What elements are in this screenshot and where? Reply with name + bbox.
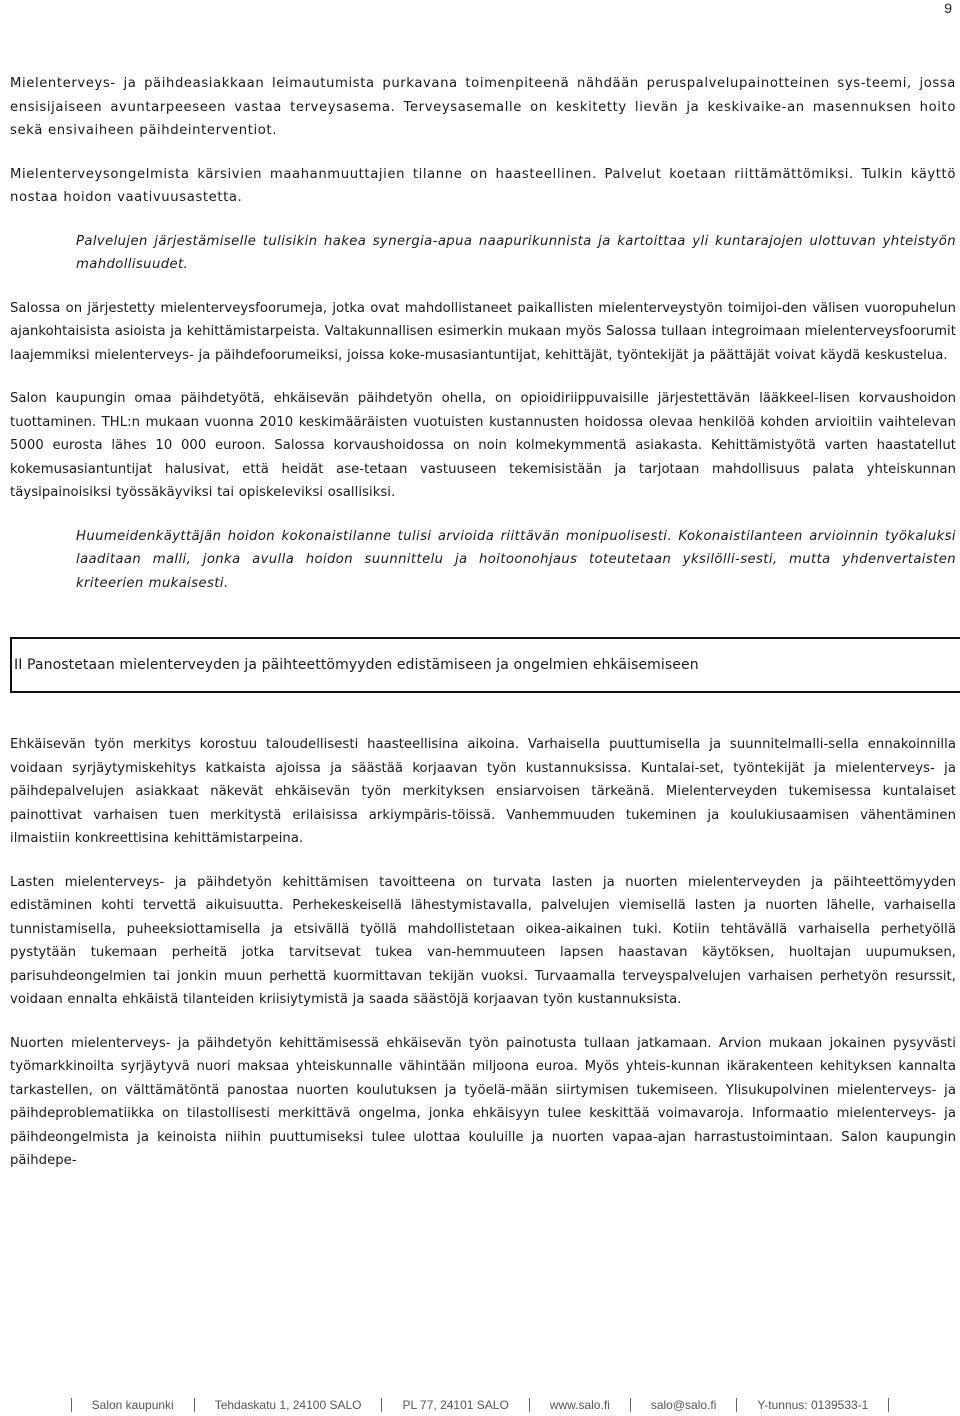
page-footer: [0, 1398, 960, 1412]
footer-org: Salon kaupunki: [91, 1398, 174, 1412]
section-title: II Panostetaan mielenterveyden ja päihteettömyyden edistämiseen ja ongelmien ehkäisemiseen: [14, 657, 699, 673]
footer-divider: [630, 1398, 631, 1412]
footer-divider: [529, 1398, 530, 1412]
footer-pobox: PL 77, 24101 SALO: [402, 1398, 509, 1412]
paragraph-korvaushoito: Salon kaupungin omaa päihdetyötä, ehkäisevän päihdetyön ohella, on opioidiriippuvaisille järjestettävän lääkkeel-lisen korvaushoidon tuottaminen. THL:n mukaan vuonna 2010 keskimääräisten vuotuisten kustannusten hoidossa olevaa henkilöä kohden arvioitiin vaihtelevan 5000 eurosta lähes 10 000 euroon. Salossa korvaushoidossa on noin kolmekymmentä asiakasta. Kehittämistyötä varten haastatellut kokemusasiantuntijat halusivat, että heidät ase-tetaan vastuuseen tekemisistään ja tarjotaan mahdollisuus palata yhteiskunnan täysipainoisiksi työssäkäyviksi tai opiskeleviksi osallisiksi.: [10, 391, 956, 500]
footer-divider: [71, 1398, 72, 1412]
emphasis-arviointimalli: Huumeidenkäyttäjän hoidon kokonaistilanne tulisi arvioida riittävän monipuolisesti. Kokonaistilanteen arvioinnin työkaluksi laaditaan malli, jonka avulla hoidon suunnittelu ja hoitoonohjaus toteutetaan yksilölli-sesti, mutta yhdenvertaisten kriteerien mukaisesti.: [76, 528, 956, 591]
paragraph-maahanmuuttajat: Mielenterveysongelmista kärsivien maahanmuuttajien tilanne on haasteellinen. Palvelut koetaan riittämättömiksi. Tulkin käyttö nostaa hoidon vaativuusastetta.: [10, 166, 956, 205]
paragraph-lasten-tyo: Lasten mielenterveys- ja päihdetyön kehittämisen tavoitteena on turvata lasten ja nuorten mielenterveyden ja päihteettömyyden edistäminen kohti tervettä aikuisuutta. Perhekeskeisellä lähestymistavalla, palvelujen viemisellä lasten ja nuorten lähelle, varhaisella tunnistamisella, puheeksiottamisella ja etsivällä työllä mahdollistetaan oikea-aikainen tuki. Kotiin tehtävällä varhaisella perhetyöllä pystytään tukemaan perheitä jotka tarvitsevat tukea van-hemmuuteen lapsen haastavan käytöksen, huoltajan uupumuksen, parisuhdeongelmien tai jonkin muun perhettä kuormittavan tekijän vuoksi. Turvaamalla terveyspalvelujen varhaisen perhetyön resurssit, voidaan ennalta ehkäistä tilanteiden kriisiytymistä ja saada säästöjä korjaavan työn kustannuksista.: [10, 874, 956, 1007]
footer-address: Tehdaskatu 1, 24100 SALO: [214, 1398, 362, 1412]
paragraph-foorumit: Salossa on järjestetty mielenterveysfoorumeja, jotka ovat mahdollistaneet paikallisten mielenterveystyön toimijoi-den välisen vuoropuhelun ajankohtaisista asioista ja kehittämistarpeista. Valtakunnallisen esimerkin mukaan myös Salossa tullaan integroimaan mielenterveysfoorumit laajemmiksi mielenterveys- ja päihdefoorumeiksi, joissa koke-musasiantuntijat, kehittäjät, työntekijät ja päättäjät voivat käydä keskustelua.: [10, 300, 956, 363]
footer-email-link[interactable]: salo@salo.fi: [650, 1398, 717, 1412]
paragraph-ehkaiseva-tyo: Ehkäisevän työn merkitys korostuu taloudellisesti haasteellisina aikoina. Varhaisella puuttumisella ja suunnitelmalli-sella ennakoinnilla voidaan syrjäytymiskehitys katkaista ajoissa ja säästää korjaavan työn kustannuksissa. Kuntalai-set, työntekijät ja mielenterveys- ja päihdepalvelujen asiakkaat näkevät ehkäisevän työn merkityksen ensiarvoisen tärkeänä. Mielenterveyden tukemisessa kuntalaiset painottivat varhaisen tuen merkitystä erilaisissa arkiympäris-töissä. Vanhemmuuden tukeminen ja koulukiusaamisen vähentäminen ilmaistiin konkreettisina kehittämistarpeina.: [10, 737, 956, 846]
footer-business-id: Y-tunnus: 0139533-1: [757, 1398, 869, 1412]
footer-divider: [736, 1398, 737, 1412]
footer-divider: [888, 1398, 889, 1412]
emphasis-synergia: Palvelujen järjestämiselle tulisikin hakea synergia-apua naapurikunnista ja kartoittaa yli kuntarajojen ulottuvan yhteistyön mahdollisuudet.: [76, 233, 956, 272]
page-number: 9: [944, 0, 952, 16]
paragraph-peruspalvelu: Mielenterveys- ja päihdeasiakkaan leimautumista purkavana toimenpiteenä nähdään peruspalvelupainotteinen sys-teemi, jossa ensisijaiseen avuntarpeeseen vastaa terveysasema. Terveysasemalle on keskitetty lievän ja keskivaike-an masennuksen hoito sekä ensivaiheen päihdeinterventiot.: [10, 76, 956, 138]
footer-divider: [194, 1398, 195, 1412]
document-body: [10, 72, 956, 1176]
footer-website-link[interactable]: www.salo.fi: [549, 1398, 610, 1412]
footer-divider: [381, 1398, 382, 1412]
section-heading-box: [10, 637, 960, 693]
paragraph-nuorten-tyo: Nuorten mielenterveys- ja päihdetyön kehittämisessä ehkäisevän työn painotusta tullaan jatkamaan. Arvion mukaan jokainen pysyvästi työmarkkinoilta syrjäytyvä nuori maksaa yhteiskunnalle vähintään miljoona euroa. Myös yhteis-kunnan ikärakenteen kehityksen kannalta tarkastellen, on välttämätöntä panostaa nuorten koulutuksen ja työelä-mään siirtymisen tukemiseen. Ylisukupolvinen mielenterveys- ja päihdeproblematiikka on tilastollisesti merkittävä ongelma, jonka ehkäisyyn tulee keskittää voimavaroja. Informaatio mielenterveys- ja päihdeongelmista ja keinoista niihin puuttumiseksi tulee ulottaa kouluille ja nuorten vapaa-ajan harrastustoimintaan. Salon kaupungin päihdepe-: [10, 1035, 956, 1168]
